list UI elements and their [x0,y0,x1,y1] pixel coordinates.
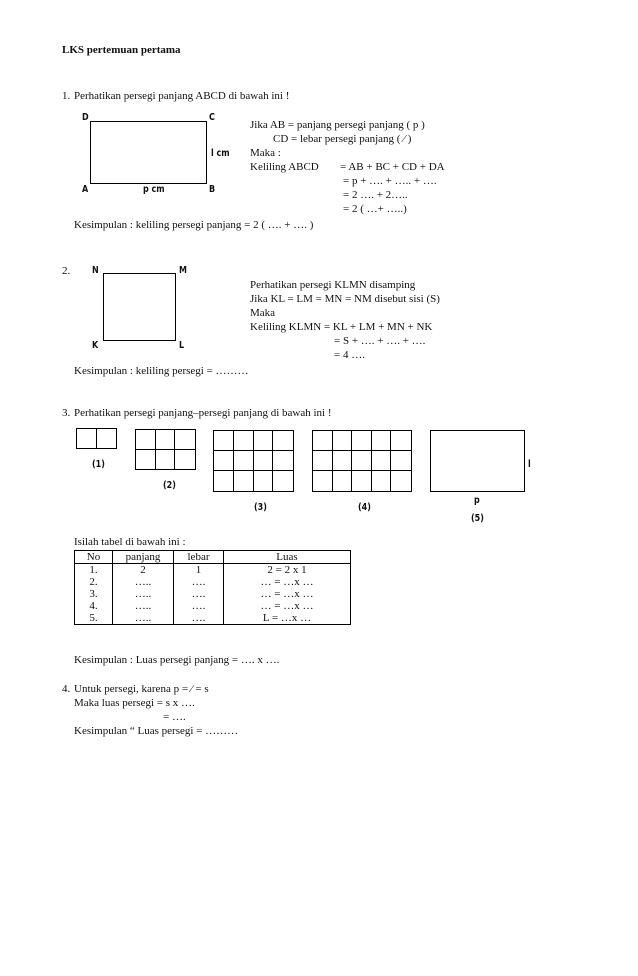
table-row [75,588,351,600]
label-k: K [92,340,99,351]
table-cell: L = …x … [224,612,351,625]
grid-cell [372,431,392,451]
grid-cell [273,431,293,451]
figure-2-label: (2) [163,480,176,491]
table-row [75,564,351,577]
figure-2-grid [135,429,196,470]
table-cell: 1. [75,564,113,577]
table-row [75,612,351,625]
q2-line: Jika KL = LM = MN = NM disebut sisi (S) [250,293,440,305]
q1-line: Jika AB = panjang persegi panjang ( p ) [250,119,425,131]
grid-cell [372,451,392,471]
table-cell: 3. [75,588,113,600]
q2-line: Keliling KLMN = KL + LM + MN + NK [250,321,433,333]
grid-cell [254,471,274,491]
table-cell: …. [174,576,224,588]
q4-conclusion: Kesimpulan “ Luas persegi = ……… [74,725,239,737]
table-cell: 5. [75,612,113,625]
figure-5-p-label: p [474,495,480,506]
q1-line: = p + …. + ….. + …. [343,175,437,187]
q1-line: = 2 …. + 2….. [343,189,408,201]
grid-cell [313,471,333,491]
label-l: L [179,340,185,351]
q3-intro: Perhatikan persegi panjang–persegi panjang di bawah ini ! [74,407,332,419]
grid-cell [273,471,293,491]
q1-line: CD = lebar persegi panjang ( ⁄ ) [273,133,412,145]
grid-cell [97,429,117,448]
figure-5-rectangle [430,430,525,492]
label-n: N [92,265,99,276]
q2-number: 2. [62,265,71,277]
table-cell: ….. [113,576,174,588]
square-klmn [103,273,176,341]
q1-line: Maka : [250,147,281,159]
page-title: LKS pertemuan pertama [62,44,181,56]
q2-line: Perhatikan persegi KLMN disamping [250,279,416,291]
q2-line: = S + …. + …. + …. [334,335,426,347]
table-header-row [75,551,351,564]
q1-intro: Perhatikan persegi panjang ABCD di bawah ini ! [74,90,290,102]
table-cell: ….. [113,588,174,600]
table-cell: … = …x … [224,576,351,588]
q1-line: = AB + BC + CD + DA [340,161,445,173]
grid-cell [214,471,234,491]
q3-conclusion: Kesimpulan : Luas persegi panjang = …. x …. [74,654,280,666]
table-header: Luas [224,551,351,564]
table-cell: … = …x … [224,600,351,612]
grid-cell [156,430,176,450]
table-cell: 1 [174,564,224,577]
q4-line: Maka luas persegi = s x …. [74,697,195,709]
table-intro: Isilah tabel di bawah ini : [74,536,186,548]
q2-line: Maka [250,307,276,319]
grid-cell [313,431,333,451]
grid-cell [175,450,195,470]
label-b: B [209,184,216,195]
table-cell: 2. [75,576,113,588]
grid-cell [234,431,254,451]
grid-cell [254,431,274,451]
table-cell: …. [174,600,224,612]
figure-3-grid [213,430,294,492]
q1-line: Keliling ABCD [250,161,319,173]
figure-3-label: (3) [254,502,267,513]
grid-cell [136,450,156,470]
table-row [75,576,351,588]
table-header: panjang [113,551,174,564]
grid-cell [391,431,411,451]
table-cell: … = …x … [224,588,351,600]
grid-cell [175,430,195,450]
q3-number: 3. [62,407,71,419]
figure-4-grid [312,430,412,492]
q1-conclusion: Kesimpulan : keliling persegi panjang = 2 ( …. + …. ) [74,219,314,231]
q4-line: Untuk persegi, karena p = ⁄ = s [74,683,209,695]
grid-cell [273,451,293,471]
grid-cell [372,471,392,491]
q1-number: 1. [62,90,71,102]
grid-cell [254,451,274,471]
q2-line: = 4 …. [334,349,365,361]
grid-cell [391,451,411,471]
label-d: D [82,112,89,123]
grid-cell [214,451,234,471]
grid-cell [333,451,353,471]
figure-4-label: (4) [358,502,371,513]
grid-cell [352,471,372,491]
grid-cell [234,471,254,491]
table-row [75,600,351,612]
grid-cell [352,431,372,451]
q1-line: = 2 ( …+ …..) [343,203,407,215]
figure-1-grid [76,428,117,449]
label-m: M [179,265,187,276]
table-header: lebar [174,551,224,564]
table-cell: 4. [75,600,113,612]
label-p-cm: p cm [143,184,165,195]
grid-cell [352,451,372,471]
area-table [74,550,351,625]
q4-line: = …. [163,711,186,723]
grid-cell [156,450,176,470]
table-header: No [75,551,113,564]
label-l-cm: l cm [211,148,230,159]
grid-cell [234,451,254,471]
grid-cell [333,431,353,451]
figure-1-label: (1) [92,459,105,470]
grid-cell [333,471,353,491]
grid-cell [214,431,234,451]
label-a: A [82,184,89,195]
table-cell: 2 = 2 x 1 [224,564,351,577]
grid-cell [313,451,333,471]
rectangle-abcd [90,121,207,184]
grid-cell [391,471,411,491]
grid-cell [77,429,97,448]
table-cell: …. [174,588,224,600]
table-cell: ….. [113,612,174,625]
table-cell: 2 [113,564,174,577]
q4-number: 4. [62,683,71,695]
label-c: C [209,112,215,123]
figure-5-l-label: l [528,459,531,470]
grid-cell [136,430,156,450]
table-cell: …. [174,612,224,625]
q2-conclusion: Kesimpulan : keliling persegi = ……… [74,365,249,377]
table-cell: ….. [113,600,174,612]
figure-5-label: (5) [471,513,484,524]
